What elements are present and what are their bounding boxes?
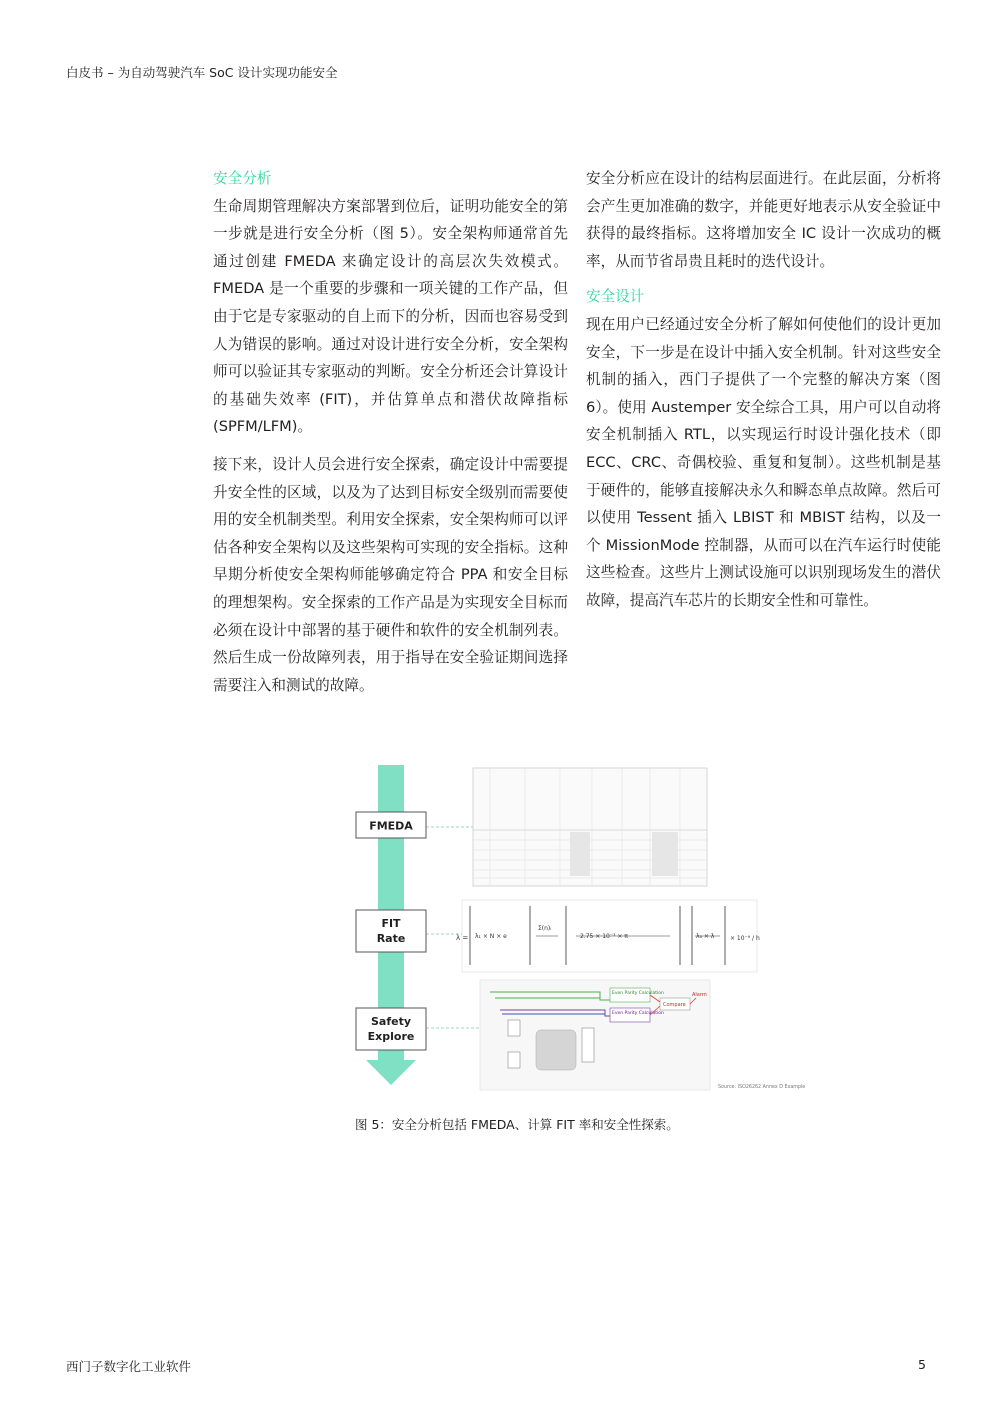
compare-label: Compare bbox=[663, 1002, 686, 1008]
source-note: Source: ISO26262 Annex D Example bbox=[718, 1085, 806, 1090]
explore-label-line1: Safety bbox=[370, 1015, 412, 1028]
fmeda-table bbox=[473, 768, 707, 886]
figure-caption: 图 5：安全分析包括 FMEDA、计算 FIT 率和安全性探索。 bbox=[355, 1117, 679, 1132]
alarm-label: Alarm bbox=[692, 992, 707, 998]
svg-text:λ =: λ = bbox=[456, 934, 469, 942]
paragraph-intro: 安全分析应在设计的结构层面进行。在此层面，分析将会产生更加准确的数字，并能更好地表示从安全验证中获得的最终指标。这将增加安全 IC 设计一次成功的概率，从而节省昂贵且耗时的迭代设计。 bbox=[586, 170, 941, 270]
section-heading-safety-analysis: 安全分析 bbox=[213, 170, 272, 187]
arrow-head bbox=[366, 1060, 416, 1085]
paragraph-1: 生命周期管理解决方案部署到位后，证明功能安全的第一步就是进行安全分析（图 5）。安全架构师通常首先通过创建 FMEDA 来确定设计的高层次失效模式。FMEDA 是一个重要的步骤和一项关键的工作产品，但由于它是专家驱动的自上而下的分析，因而也容易受到人为错误的影响。通过对设计进行安全分析，安全架构师可以验证其专家驱动的判断。安全分析还会计算设计的基础失效率 (FIT)，并估算单点和潜伏故障指标 (SPFM/LFM)。 bbox=[213, 197, 568, 436]
fmeda-label: FMEDA bbox=[369, 819, 413, 833]
svg-text:Σ(n)ᵢ: Σ(n)ᵢ bbox=[538, 925, 552, 932]
svg-text:× 10⁻⁹ / h: × 10⁻⁹ / h bbox=[730, 935, 760, 942]
page-number: 5 bbox=[918, 1357, 926, 1372]
right-column bbox=[586, 165, 941, 615]
fit-label-line1: FIT bbox=[381, 917, 401, 930]
fit-formula bbox=[456, 900, 760, 972]
paragraph-safety-design: 现在用户已经通过安全分析了解如何使他们的设计更加安全，下一步是在设计中插入安全机制。针对这些安全机制的插入，西门子提供了一个完整的解决方案（图 6）。使用 Austemper 安全综合工具，用户可以自动将安全机制插入 RTL，以实现运行时设计强化技术（即 ECC、CRC、奇偶校验、重复和复制）。这些机制是基于硬件的，能够直接解决永久和瞬态单点故障。然后可以使用 Tessent 插入 LBIST 和 MBIST 结构，以及一个 MissionMode 控制器，从而可以在汽车运行时使能这些检查。这些片上测试设施可以识别现场发生的潜伏故障，提高汽车芯片的长期安全性和可靠性。 bbox=[586, 315, 941, 609]
paragraph-2: 接下来，设计人员会进行安全探索，确定设计中需要提升安全性的区域，以及为了达到目标安全级别而需要使用的安全机制类型。利用安全探索，安全架构师可以评估各种安全架构以及这些架构可实现的安全指标。这种早期分析使安全架构师能够确定符合 PPA 和安全目标的理想架构。安全探索的工作产品是为实现安全目标而必须在设计中部署的基于硬件和软件的安全机制列表。然后生成一份故障列表，用于指导在安全验证期间选择需要注入和测试的故障。 bbox=[213, 455, 568, 694]
safety-explore-circuit bbox=[480, 980, 710, 1090]
fit-label-line2: Rate bbox=[376, 932, 406, 945]
explore-label-line2: Explore bbox=[367, 1030, 415, 1043]
page-header: 白皮书 – 为自动驾驶汽车 SoC 设计实现功能安全 bbox=[66, 65, 338, 80]
footer-company: 西门子数字化工业软件 bbox=[66, 1359, 192, 1374]
svg-text:2.75 × 10⁻³ × π: 2.75 × 10⁻³ × π bbox=[580, 933, 628, 940]
even-parity-label-2: Even Parity Calculation bbox=[612, 1011, 664, 1016]
left-column bbox=[213, 165, 568, 699]
even-parity-label: Even Parity Calculation bbox=[612, 991, 664, 996]
section-heading-safety-design: 安全设计 bbox=[586, 288, 645, 306]
figure-5 bbox=[330, 760, 840, 1105]
svg-text:λ₁ × N × e: λ₁ × N × e bbox=[475, 933, 507, 940]
svg-text:λ₃ × λ: λ₃ × λ bbox=[696, 933, 715, 940]
figure-diagram bbox=[330, 760, 840, 1105]
